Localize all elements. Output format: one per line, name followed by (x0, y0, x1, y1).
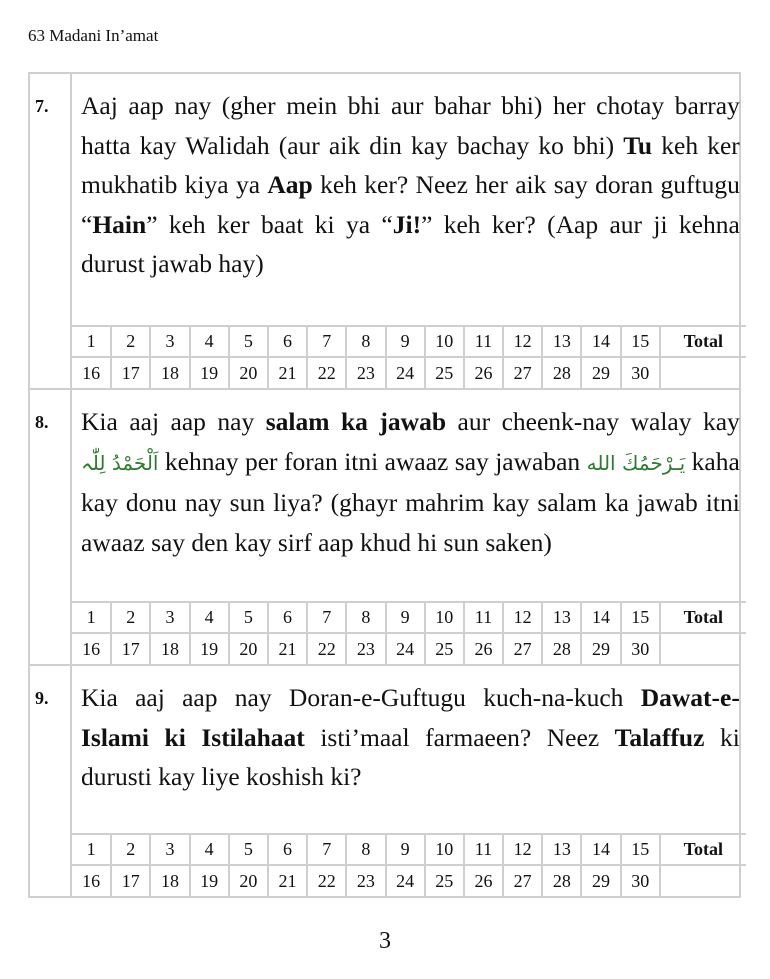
text-segment: ” keh ker baat ki ya “ (146, 209, 393, 239)
score-cell[interactable]: 6 (268, 834, 307, 865)
score-cell[interactable]: 10 (425, 326, 464, 357)
score-cell[interactable]: 12 (503, 602, 542, 633)
total-cell[interactable] (660, 865, 746, 896)
text-segment: ki durusti kay liye koshish ki? (81, 722, 740, 791)
score-cell[interactable]: 28 (542, 357, 581, 388)
score-row (72, 326, 746, 357)
score-cell[interactable]: 9 (386, 602, 425, 633)
score-cell[interactable]: 15 (621, 326, 660, 357)
score-row (72, 834, 746, 865)
bold-phrase: Dawat-e-Islami ki Istilahaat (81, 683, 740, 752)
score-cell[interactable]: 7 (307, 602, 346, 633)
score-cell[interactable]: 1 (72, 834, 111, 865)
inamat-table (28, 72, 741, 898)
total-label: Total (660, 602, 746, 633)
score-cell[interactable]: 26 (464, 865, 503, 896)
text-segment: Kia aaj aap nay Doran-e-Guftugu kuch-na-kuch (81, 683, 641, 712)
score-cell[interactable]: 5 (229, 326, 268, 357)
score-cell[interactable]: 29 (581, 865, 620, 896)
score-cell[interactable]: 7 (307, 326, 346, 357)
score-cell[interactable]: 25 (425, 865, 464, 896)
score-cell[interactable]: 30 (621, 865, 660, 896)
score-cell[interactable]: 1 (72, 602, 111, 633)
question-number: 8. (30, 390, 72, 664)
bold-phrase: Aap (267, 170, 313, 199)
score-cell[interactable]: 12 (503, 834, 542, 865)
score-cell[interactable]: 28 (542, 865, 581, 896)
score-cell[interactable]: 20 (229, 633, 268, 664)
bold-phrase: Ji! (392, 209, 422, 239)
text-segment: Aaj aap nay (gher mein bhi aur bahar bhi) her chotay barray hatta kay Walidah (aur aik din kay bachay ko bhi) (81, 91, 740, 160)
running-title: 63 Madani In’amat (28, 26, 159, 45)
score-cell[interactable]: 8 (346, 326, 385, 357)
arabic-phrase: یَـرْحَمُكَ الله (586, 450, 686, 475)
score-cell[interactable]: 27 (503, 357, 542, 388)
score-cell[interactable]: 22 (307, 633, 346, 664)
score-cell[interactable]: 3 (150, 834, 189, 865)
score-cell[interactable]: 4 (190, 834, 229, 865)
text-segment: aur cheenk-nay walay kay (446, 407, 740, 436)
score-cell[interactable]: 9 (386, 326, 425, 357)
question-text (72, 666, 746, 833)
score-cell[interactable]: 5 (229, 834, 268, 865)
score-cell[interactable]: 25 (425, 357, 464, 388)
score-cell[interactable]: 27 (503, 633, 542, 664)
score-cell[interactable]: 3 (150, 602, 189, 633)
score-cell[interactable]: 7 (307, 834, 346, 865)
score-cell[interactable]: 29 (581, 633, 620, 664)
score-cell[interactable]: 11 (464, 834, 503, 865)
score-grid (72, 325, 746, 388)
score-cell[interactable]: 9 (386, 834, 425, 865)
page-number: 3 (379, 928, 391, 954)
score-cell[interactable]: 16 (72, 633, 111, 664)
score-cell[interactable]: 2 (111, 834, 150, 865)
score-row (72, 633, 746, 664)
text-segment: isti’maal farmaeen? Neez (304, 722, 615, 752)
score-cell[interactable]: 17 (111, 865, 150, 896)
score-cell[interactable]: 26 (464, 633, 503, 664)
question-number: 9. (30, 666, 72, 896)
score-cell[interactable]: 13 (542, 834, 581, 865)
arabic-phrase: اَلْحَمْدُ لِلّٰہ (81, 450, 159, 475)
score-cell[interactable]: 22 (307, 865, 346, 896)
score-cell[interactable]: 23 (346, 633, 385, 664)
score-cell[interactable]: 17 (111, 357, 150, 388)
score-cell[interactable]: 4 (190, 602, 229, 633)
score-cell[interactable]: 4 (190, 326, 229, 357)
score-cell[interactable]: 15 (621, 602, 660, 633)
score-cell[interactable]: 5 (229, 602, 268, 633)
score-cell[interactable]: 12 (503, 326, 542, 357)
total-cell[interactable] (660, 357, 746, 388)
score-cell[interactable]: 23 (346, 865, 385, 896)
bold-phrase: Talaffuz (614, 722, 705, 752)
score-cell[interactable]: 21 (268, 357, 307, 388)
score-cell[interactable]: 28 (542, 633, 581, 664)
total-cell[interactable] (660, 633, 746, 664)
score-cell[interactable]: 27 (503, 865, 542, 896)
score-cell[interactable]: 18 (150, 357, 189, 388)
score-cell[interactable]: 19 (190, 357, 229, 388)
question-text (72, 390, 746, 601)
text-segment: kehnay per foran itni awaaz say jawaban (158, 446, 587, 476)
score-cell[interactable]: 16 (72, 865, 111, 896)
text-segment: kaha kay donu nay sun liya? (ghayr mahrim kay salam ka jawab itni awaaz say den kay sirf aap khud hi sun saken) (81, 446, 740, 557)
score-cell[interactable]: 29 (581, 357, 620, 388)
score-cell[interactable]: 20 (229, 357, 268, 388)
score-cell[interactable]: 15 (621, 834, 660, 865)
score-cell[interactable]: 8 (346, 834, 385, 865)
score-row (72, 602, 746, 633)
score-cell[interactable]: 6 (268, 602, 307, 633)
score-cell[interactable]: 14 (581, 834, 620, 865)
score-cell[interactable]: 24 (386, 357, 425, 388)
text-segment: ” keh ker? (Aap aur ji kehna durust jawab hay) (81, 209, 740, 278)
total-label: Total (660, 834, 746, 865)
score-cell[interactable]: 18 (150, 865, 189, 896)
question-row (30, 388, 739, 664)
score-cell[interactable]: 2 (111, 326, 150, 357)
score-grid (72, 601, 746, 664)
question-row (30, 664, 739, 896)
score-cell[interactable]: 11 (464, 326, 503, 357)
score-cell[interactable]: 24 (386, 633, 425, 664)
score-cell[interactable]: 22 (307, 357, 346, 388)
score-cell[interactable]: 1 (72, 326, 111, 357)
score-cell[interactable]: 10 (425, 602, 464, 633)
score-cell[interactable]: 24 (386, 865, 425, 896)
score-cell[interactable]: 14 (581, 326, 620, 357)
score-cell[interactable]: 17 (111, 633, 150, 664)
score-cell[interactable]: 30 (621, 633, 660, 664)
total-label: Total (660, 326, 746, 357)
text-segment: Kia aaj aap nay (81, 407, 266, 436)
score-cell[interactable]: 10 (425, 834, 464, 865)
score-cell[interactable]: 16 (72, 357, 111, 388)
score-cell[interactable]: 19 (190, 865, 229, 896)
score-cell[interactable]: 26 (464, 357, 503, 388)
bold-phrase: Tu (623, 130, 653, 160)
score-cell[interactable]: 2 (111, 602, 150, 633)
bold-phrase: Hain (92, 209, 147, 239)
score-cell[interactable]: 18 (150, 633, 189, 664)
question-text (72, 74, 746, 325)
score-cell[interactable]: 21 (268, 633, 307, 664)
score-cell[interactable]: 11 (464, 602, 503, 633)
score-cell[interactable]: 21 (268, 865, 307, 896)
score-row (72, 357, 746, 388)
score-cell[interactable]: 14 (581, 602, 620, 633)
score-cell[interactable]: 13 (542, 326, 581, 357)
bold-phrase: salam ka jawab (265, 407, 447, 436)
question-row (30, 74, 739, 388)
score-cell[interactable]: 23 (346, 357, 385, 388)
score-cell[interactable]: 30 (621, 357, 660, 388)
question-number: 7. (30, 74, 72, 388)
score-cell[interactable]: 6 (268, 326, 307, 357)
score-row (72, 865, 746, 896)
score-grid (72, 833, 746, 896)
score-cell[interactable]: 19 (190, 633, 229, 664)
score-cell[interactable]: 25 (425, 633, 464, 664)
score-cell[interactable]: 13 (542, 602, 581, 633)
score-cell[interactable]: 20 (229, 865, 268, 896)
score-cell[interactable]: 3 (150, 326, 189, 357)
score-cell[interactable]: 8 (346, 602, 385, 633)
text-segment: keh ker mukhatib kiya ya (81, 130, 740, 199)
text-segment: keh ker? Neez her aik say doran guftugu “ (81, 170, 740, 239)
